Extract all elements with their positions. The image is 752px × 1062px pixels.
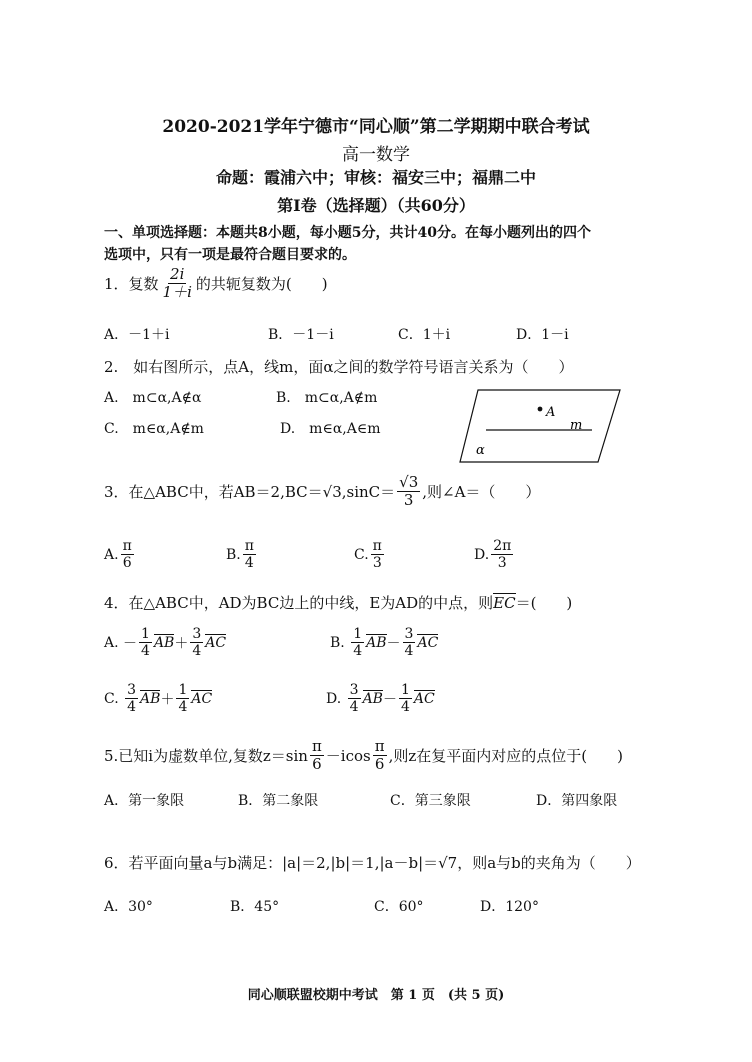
q4-option-b [330,626,438,659]
q4-b-n2: 3 [404,626,414,642]
exam-title: 2020-2021学年宁德市“同心顺”第二学期期中联合考试 [162,117,590,137]
q4-b-frac1 [351,626,364,659]
q1-option-c: C．1＋i [398,327,451,343]
plane-line-point-figure [458,388,622,466]
q4-d-frac2 [399,682,412,715]
q1-suffix: 的共轭复数为( ) [195,275,328,294]
q1-option-d: D．1－i [516,327,569,343]
q6-option-d: D．120° [480,899,539,915]
q5-frac2-num: π [374,737,385,755]
q1-option-b: B．－1－i [268,327,334,343]
q5-prefix: 5.已知i为虚数单位,复数z＝sin [104,747,308,766]
q1-fraction [161,266,194,302]
q3-option-b [226,538,258,571]
point-a-label: A [546,405,556,420]
q4-a-label: A. [104,634,119,651]
q4-d-op: － [382,691,397,708]
q4-c-n1: 3 [127,682,137,698]
q3-d-num: 2π [493,538,512,554]
q3-option-c-frac [371,538,384,571]
question-6: 6．若平面向量a与b满足：|a|＝2,|b|＝1,|a－b|＝√7，则a与b的夹角为（ ） [104,854,641,872]
q5-frac1-num: π [311,737,322,755]
q3-b-num: π [244,538,254,554]
q6-option-b: B．45° [230,899,280,915]
q4-c-label: C. [104,690,119,707]
q4-a-frac1 [139,626,152,659]
q3-c-num: π [372,538,382,554]
q4-d-n2: 1 [400,682,410,698]
point-a-dot [538,407,543,412]
q2-option-b: B. m⊂α,A∉m [276,390,378,406]
q3-d-den: 3 [497,555,507,572]
q4-option-a [104,626,226,659]
q4-a-sign: － [123,635,138,652]
line-m-label: m [570,418,583,433]
q5-option-b: B．第二象限 [238,793,319,809]
q4-a-d1: 4 [141,643,150,660]
q4-option-d [326,682,435,715]
q4-d-label: D. [326,690,342,707]
q4-b-vec2: AC [417,635,439,652]
q3-option-d-label: D. [474,546,490,563]
q5-option-c: C．第三象限 [390,793,471,809]
q4-b-d1: 4 [353,643,363,660]
q5-frac1-den: 6 [312,755,322,774]
q3-option-c-label: C. [354,546,369,563]
q3-option-a [104,538,136,571]
q4-d-frac1 [348,682,361,715]
exam-authors: 命题：霞浦六中；审核：福安三中；福鼎二中 [215,168,536,187]
q4-a-n1: 1 [141,626,150,642]
q1-option-a: A．－1＋i [104,327,170,343]
q4-b-frac2 [403,626,416,659]
q3-b-den: 4 [244,555,254,572]
q3-frac-den: 3 [403,491,414,510]
exam-subject: 高一数学 [342,145,410,165]
q4-a-vec1: AB [153,635,175,652]
q5-frac2-den: 6 [374,755,385,774]
q2-option-c: C. m∈α,A∉m [104,421,204,437]
q2-option-d: D. m∈α,A∈m [280,421,381,437]
q4-c-n2: 1 [178,682,188,698]
q3-suffix: ,则∠A＝（ ） [422,483,541,502]
q4-d-vec2: AC [413,691,435,708]
q3-option-b-label: B. [226,546,241,563]
q4-d-n1: 3 [349,682,359,698]
question-1 [104,266,328,302]
q4-text: 4．在△ABC中，AD为BC边上的中线，E为AD的中点，则 [104,594,494,612]
q5-mid: －icos [325,747,371,766]
instructions-line1: 一、单项选择题：本题共8小题，每小题5分，共计40分。在每小题列出的四个 [104,225,591,241]
q4-c-op: ＋ [160,691,175,708]
section-heading: 第Ⅰ卷（选择题）（共60分） [277,196,475,215]
q4-b-op: － [386,635,401,652]
question-5 [104,738,623,774]
page-footer: 同心顺联盟校期中考试 第 1 页 (共 5 页) [247,988,505,1003]
q4-c-vec1: AB [140,691,161,708]
q4-d-vec1: AB [362,691,383,708]
q4-c-vec2: AC [191,691,213,708]
q3-option-d [474,538,515,571]
q3-prefix: 3．在△ABC中，若AB＝2,BC＝√3,sinC＝ [104,483,396,502]
q3-option-d-frac [491,538,513,571]
q1-frac-num: 2i [170,265,185,283]
q3-option-c [354,538,386,571]
question-4 [104,592,572,613]
plane-alpha-label: α [476,443,485,458]
q3-frac-num: √3 [399,473,419,491]
q3-option-a-label: A. [104,546,119,563]
q4-b-d2: 4 [404,643,414,660]
q4-a-vec2: AC [205,635,227,652]
q4-a-d2: 4 [192,643,202,660]
q4-c-d1: 4 [127,699,137,716]
q4-b-vec1: AB [366,635,387,652]
question-3 [104,474,540,510]
q4-a-op: ＋ [174,635,189,652]
q5-frac2 [373,738,387,774]
q5-suffix: ,则z在复平面内对应的点位于( ) [388,747,623,766]
q5-option-d: D．第四象限 [536,793,618,809]
q3-c-den: 3 [372,555,382,572]
q4-d-d1: 4 [349,699,359,716]
q2-option-a: A. m⊂α,A∉α [104,390,202,406]
q1-frac-den: 1＋i [162,283,192,302]
q4-a-frac2 [190,626,203,659]
q1-prefix: 1．复数 [104,275,159,294]
q5-option-a: A．第一象限 [104,793,185,809]
q3-option-a-frac [121,538,134,571]
q4-suffix: ＝( ) [515,594,573,612]
q4-d-d2: 4 [400,699,410,716]
q3-fraction [397,474,420,510]
q5-frac1 [310,738,324,774]
q4-b-label: B. [330,634,345,651]
q3-a-num: π [122,538,132,554]
q4-c-frac2 [176,682,189,715]
instructions-line2: 选项中，只有一项是最符合题目要求的。 [104,247,356,263]
q3-a-den: 6 [122,555,132,572]
q4-b-n1: 1 [353,626,363,642]
q4-c-frac1 [125,682,138,715]
q6-option-c: C．60° [374,899,424,915]
q4-c-d2: 4 [178,699,188,716]
q3-option-b-frac [243,538,256,571]
q6-option-a: A．30° [104,899,153,915]
q4-a-n2: 3 [192,626,202,642]
q4-vector-ec: EC [493,594,516,612]
question-2: 2. 如右图所示，点A，线m，面α之间的数学符号语言关系为（ ） [104,358,574,376]
q4-option-c [104,682,212,715]
